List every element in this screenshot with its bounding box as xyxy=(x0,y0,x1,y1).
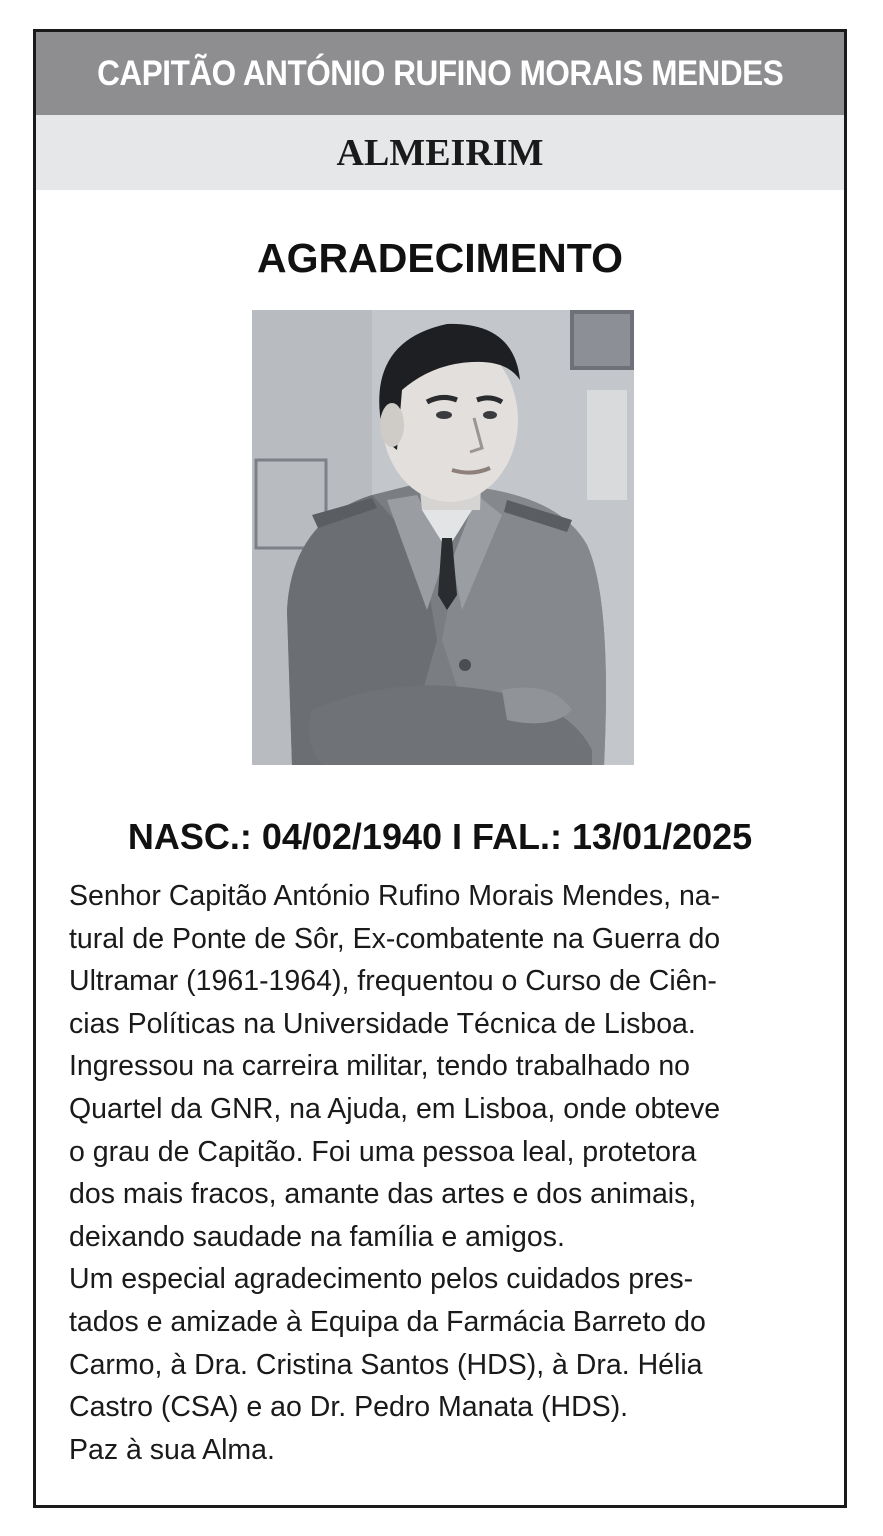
portrait-photo xyxy=(252,310,634,765)
name-banner xyxy=(36,32,844,115)
portrait-illustration xyxy=(252,310,634,765)
body-line: Quartel da GNR, na Ajuda, em Lisboa, onde obteve xyxy=(69,1092,721,1125)
body-line: tural de Ponte de Sôr, Ex-combatente na Guerra do xyxy=(69,922,721,955)
notice-heading: AGRADECIMENTO xyxy=(257,235,623,281)
body-line: Paz à sua Alma. xyxy=(69,1433,275,1466)
body-line: Um especial agradecimento pelos cuidados pres- xyxy=(69,1263,694,1296)
body-line: cias Políticas na Universidade Técnica de Lisboa. xyxy=(69,1007,696,1040)
place-name: ALMEIRIM xyxy=(336,131,544,174)
body-line: Senhor Capitão António Rufino Morais Mendes, na- xyxy=(69,880,721,912)
notice-body xyxy=(69,875,829,1471)
body-line: o grau de Capitão. Foi uma pessoa leal, protetora xyxy=(69,1135,697,1168)
body-line: deixando saudade na família e amigos. xyxy=(69,1220,565,1253)
deceased-name: CAPITÃO ANTÓNIO RUFINO MORAIS MENDES xyxy=(96,53,784,93)
body-line: Carmo, à Dra. Cristina Santos (HDS), à Dra. Hélia xyxy=(69,1348,703,1381)
body-line: Castro (CSA) e ao Dr. Pedro Manata (HDS). xyxy=(69,1391,629,1424)
place-banner xyxy=(36,115,844,190)
body-line: dos mais fracos, amante das artes e dos animais, xyxy=(69,1178,697,1211)
birth-death-dates: NASC.: 04/02/1940 I FAL.: 13/01/2025 xyxy=(127,816,753,857)
body-line: Ingressou na carreira militar, tendo trabalhado no xyxy=(69,1050,691,1083)
body-line: Ultramar (1961-1964), frequentou o Curso de Ciên- xyxy=(69,965,717,998)
body-line: tados e amizade à Equipa da Farmácia Barreto do xyxy=(69,1305,706,1338)
obituary-notice xyxy=(33,29,847,1508)
